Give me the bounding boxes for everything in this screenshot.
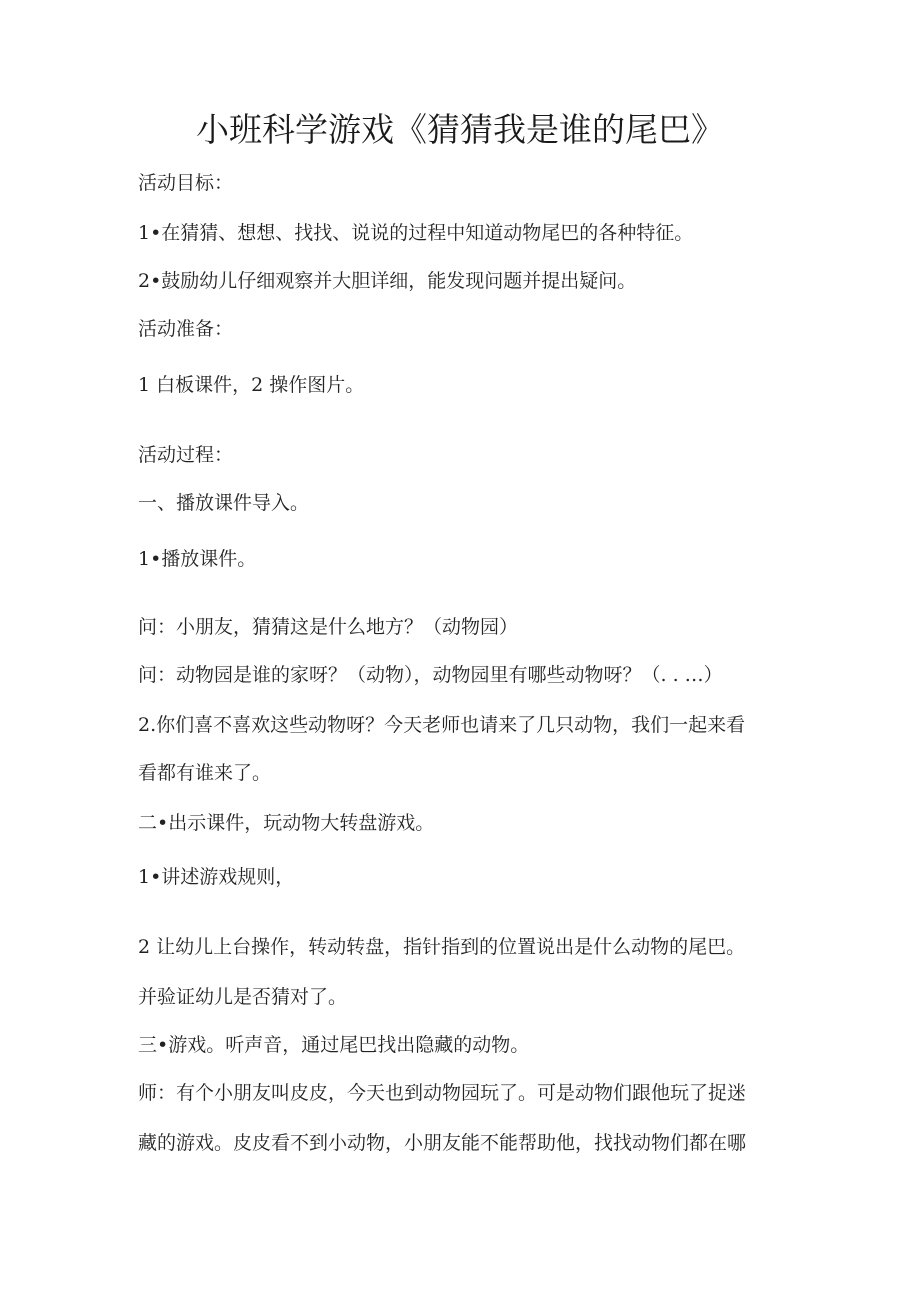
paragraph-continuation: 看都有谁来了。 [138,762,272,784]
paragraph-continuation: 藏的游戏。皮皮看不到小动物，小朋友能不能帮助他，找找动物们都在哪 [138,1132,747,1154]
process-substep: 1•播放课件。 [138,548,257,570]
process-substep: 1•讲述游戏规则， [138,866,295,888]
paragraph-continuation: 并验证幼儿是否猜对了。 [138,986,348,1008]
preparation-item: 1 白板课件，2 操作图片。 [138,374,365,396]
section-heading-process: 活动过程： [138,444,234,466]
goal-item-1: 1•在猜猜、想想、找找、说说的过程中知道动物尾巴的各种特征。 [138,222,694,244]
question-line: 问：动物园是谁的家呀？（动物），动物园里有哪些动物呀？（. . …） [138,664,723,686]
document-title: 小班科学游戏《猜猜我是谁的尾巴》 [196,110,724,149]
process-substep: 2 让幼儿上台操作，转动转盘，指针指到的位置说出是什么动物的尾巴。 [138,936,746,958]
question-line: 问：小朋友，猜猜这是什么地方？（动物园） [138,616,519,638]
process-step-3: 三•游戏。听声音，通过尾巴找出隐藏的动物。 [138,1034,530,1056]
process-substep: 2.你们喜不喜欢这些动物呀？今天老师也请来了几只动物，我们一起来看 [138,714,746,736]
process-step-2: 二•出示课件，玩动物大转盘游戏。 [138,812,435,834]
goal-item-2: 2•鼓励幼儿仔细观察并大胆详细，能发现问题并提出疑问。 [138,270,637,292]
section-heading-goals: 活动目标： [138,172,234,194]
process-step-1: 一、播放课件导入。 [138,492,310,514]
section-heading-preparation: 活动准备： [138,318,234,340]
teacher-dialogue: 师：有个小朋友叫皮皮，今天也到动物园玩了。可是动物们跟他玩了捉迷 [138,1082,747,1104]
